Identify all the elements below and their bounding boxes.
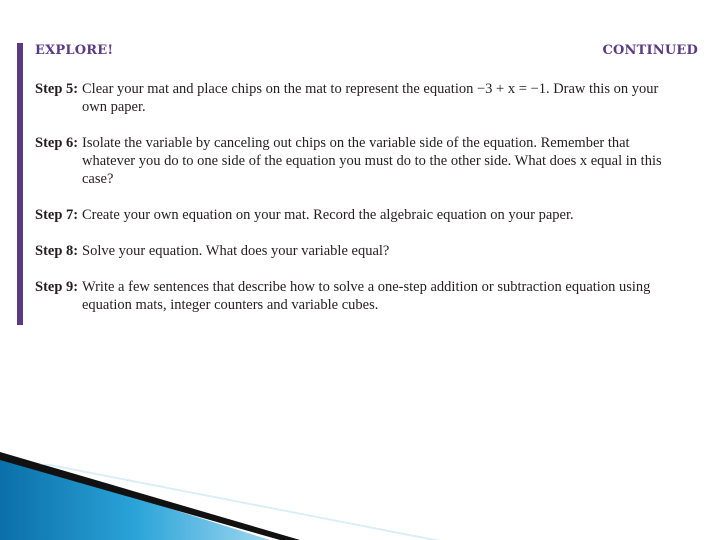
step-6 — [35, 134, 685, 188]
step-8 — [35, 242, 685, 260]
step-text: Write a few sentences that describe how to solve a one-step addition or subtraction equation using equation mats, integer counters and variable cubes. — [82, 279, 651, 313]
decorative-swoosh — [0, 440, 720, 540]
step-5 — [35, 80, 685, 116]
step-label: Step 8: — [35, 243, 79, 259]
step-label: Step 5: — [35, 81, 79, 97]
step-label: Step 9: — [35, 279, 79, 295]
step-label: Step 6: — [35, 135, 79, 151]
header-explore: EXPLORE! — [35, 43, 114, 58]
step-text: Create your own equation on your mat. Record the algebraic equation on your paper. — [82, 207, 574, 223]
header-continued: CONTINUED — [602, 43, 698, 58]
step-9 — [35, 278, 685, 314]
step-text: Isolate the variable by canceling out chips on the variable side of the equation. Remember that whatever you do to one side of the equation you must do to the other side. What does x equal in this case? — [82, 135, 662, 187]
steps-list — [35, 80, 685, 332]
accent-bar — [17, 43, 23, 325]
step-7 — [35, 206, 685, 224]
section-header — [35, 43, 698, 63]
step-label: Step 7: — [35, 207, 79, 223]
step-text: Solve your equation. What does your variable equal? — [82, 243, 390, 259]
step-text: Clear your mat and place chips on the mat to represent the equation −3 + x = −1. Draw this on your own paper. — [82, 81, 659, 115]
